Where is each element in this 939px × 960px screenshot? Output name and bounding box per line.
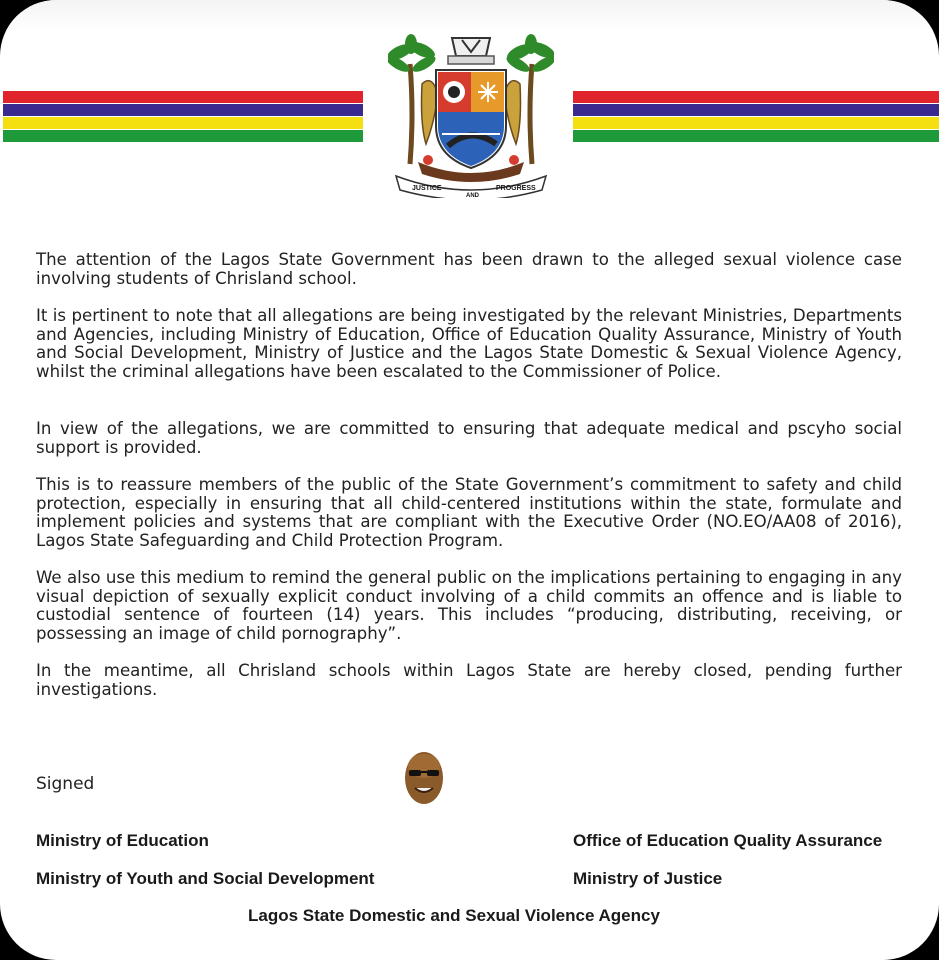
paragraph-reassurance: This is to reassure members of the public of the State Government’s commitment to safety and child protection, especially in ensuring that all child-centered institutions within the state, formulate and implement policies and systems that are compliant with the Executive Order (NO.EO/AA08 of 2016), Lagos State Safeguarding and Child Protection Program.	[36, 475, 902, 550]
paragraph-support: In view of the allegations, we are committed to ensuring that adequate medical and pscyho social support is provided.	[36, 419, 902, 457]
emoji-face-icon	[401, 748, 447, 808]
signatory-office-quality-assurance: Office of Education Quality Assurance	[573, 831, 883, 850]
red-stripe	[3, 91, 363, 103]
lagos-state-coat-of-arms-icon	[388, 34, 554, 198]
signatory-ministry-youth: Ministry of Youth and Social Development	[36, 869, 375, 888]
signed-label: Signed	[36, 774, 95, 794]
motto-left: JUSTICE	[412, 185, 442, 192]
green-stripe	[573, 130, 939, 142]
paragraph-reminder: We also use this medium to remind the general public on the implications pertaining to engaging in any visual depiction of sexually explicit conduct involving of a child commits an offence and is liable to custodial sentence of fourteen (14) years. This includes “producing, distributing, receiving, or possessing an image of child pornography”.	[36, 568, 902, 643]
yellow-stripe	[3, 117, 363, 129]
blue-stripe	[573, 104, 939, 116]
flag-stripes-right	[573, 91, 939, 145]
blue-stripe	[3, 104, 363, 116]
green-stripe	[3, 130, 363, 142]
signatory-ministry-education: Ministry of Education	[36, 831, 209, 850]
card-top-shade	[0, 0, 939, 32]
paragraph-investigation: It is pertinent to note that all allegations are being investigated by the relevant Ministries, Departments and Agencies, including Ministry of Education, Office of Education Quality Assurance, Ministry of Youth and Social Development, Ministry of Justice and the Lagos State Domestic & Sexual Violence Agency, whilst the criminal allegations have been escalated to the Commissioner of Police.	[36, 306, 902, 381]
paragraph-closure: In the meantime, all Chrisland schools within Lagos State are hereby closed, pending further investigations.	[36, 661, 902, 699]
signatory-ministry-justice: Ministry of Justice	[573, 869, 723, 888]
paragraph-attention: The attention of the Lagos State Government has been drawn to the alleged sexual violence case involving students of Chrisland school.	[36, 250, 902, 288]
motto-right: PROGRESS	[496, 185, 536, 192]
signatory-domestic-agency: Lagos State Domestic and Sexual Violence Agency	[248, 906, 660, 925]
red-stripe	[573, 91, 939, 103]
yellow-stripe	[573, 117, 939, 129]
motto-mid: AND	[466, 193, 479, 198]
flag-stripes-left	[3, 91, 363, 145]
